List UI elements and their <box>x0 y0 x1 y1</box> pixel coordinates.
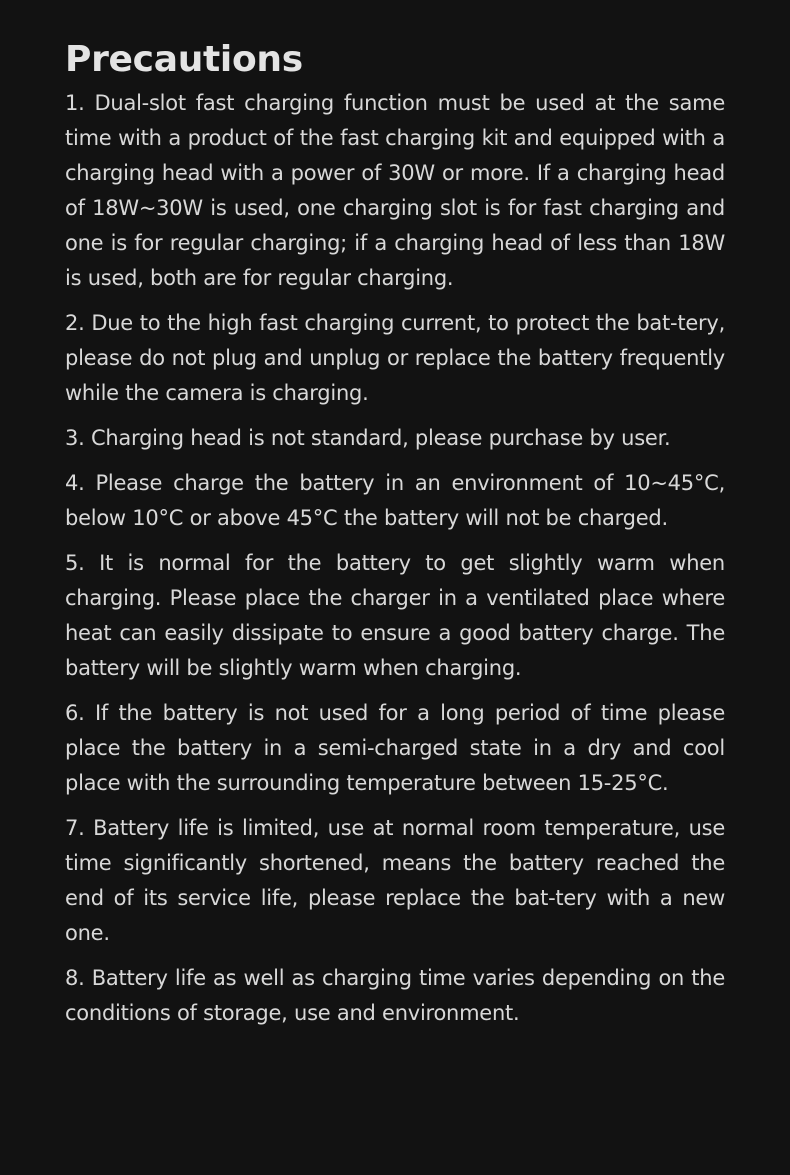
precaution-item-3: 3. Charging head is not standard, please purchase by user. <box>65 426 671 450</box>
precautions-list <box>65 86 725 1031</box>
precaution-item-7: 7. Battery life is limited, use at normal room temperature, use time significantly shortened, means the battery reached the end of its service life, please replace the bat-tery with a new one. <box>65 816 725 945</box>
precaution-item-1: 1. Dual-slot fast charging function must be used at the same time with a product of the fast charging kit and equipped with a charging head with a power of 30W or more. If a charging head of 18W~30W is used, one charging slot is for fast charging and one is for regular charging; if a charging head of less than 18W is used, both are for regular charging. <box>65 91 725 290</box>
precautions-section <box>65 36 725 1041</box>
precaution-item-6: 6. If the battery is not used for a long period of time please place the battery in a semi-charged state in a dry and cool place with the surrounding temperature between 15-25°C. <box>65 701 725 795</box>
precaution-item-5: 5. It is normal for the battery to get slightly warm when charging. Please place the charger in a ventilated place where heat can easily dissipate to ensure a good battery charge. The battery will be slightly warm when charging. <box>65 551 725 680</box>
precaution-item-4: 4. Please charge the battery in an environment of 10~45°C, below 10°C or above 45°C the battery will not be charged. <box>65 471 725 530</box>
precaution-item-2: 2. Due to the high fast charging current, to protect the bat-tery, please do not plug and unplug or replace the battery frequently while the camera is charging. <box>65 311 725 405</box>
precaution-item-8: 8. Battery life as well as charging time varies depending on the conditions of storage, use and environment. <box>65 966 725 1025</box>
page-title: Precautions <box>65 39 303 80</box>
